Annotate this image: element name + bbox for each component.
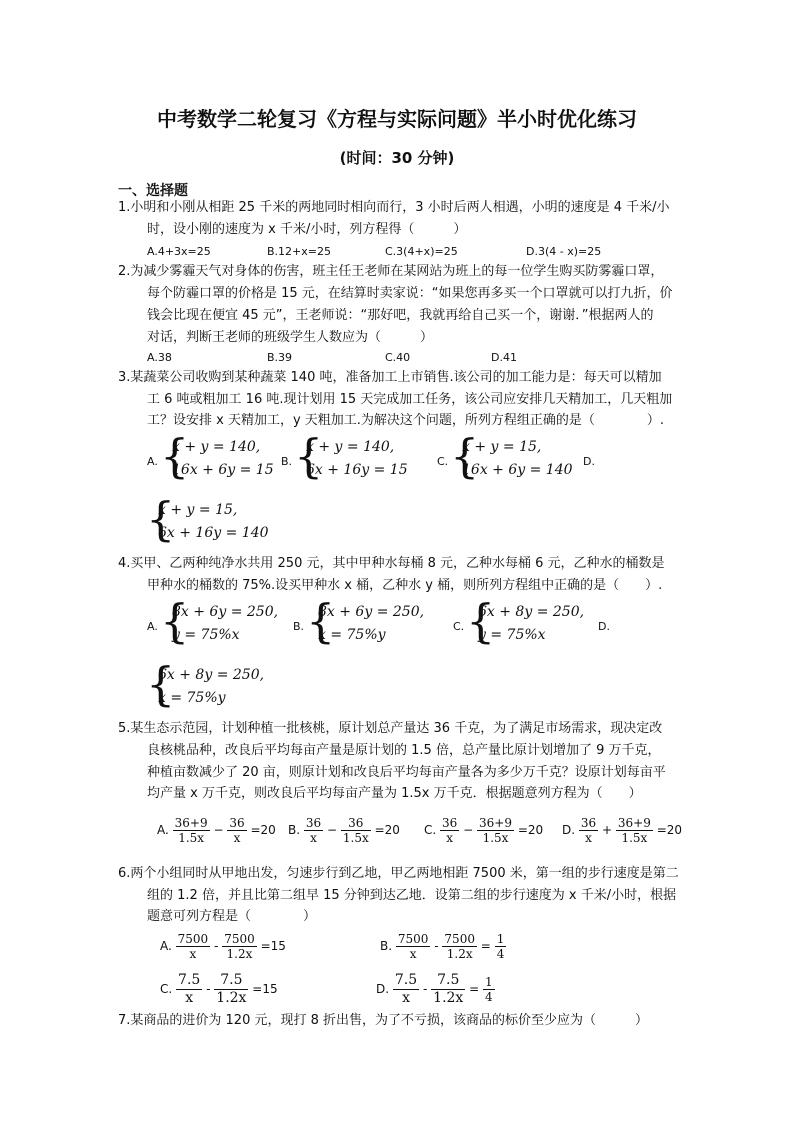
q5-option-b: B. $\frac{36}{x}$ − $\frac{36}{1.5x}$ =20 <box>288 816 400 845</box>
q4-option-b-label: B. <box>293 620 305 633</box>
q5-option-c: C. $\frac{36}{x}$ − $\frac{36+9}{1.5x}$ =20 <box>424 816 544 845</box>
fraction: $\frac{36}{1.5x}$ <box>342 816 369 845</box>
q3-c-eq2: 16x + 6y = 140 <box>462 462 573 478</box>
q1-line-2: 时，设小刚的速度为 x 千米/小时，列方程得（ ） <box>147 222 467 237</box>
q3-line-2: 工 6 吨或粗加工 16 吨.现计划用 15 天完成加工任务，该公司应安排几天精加工，几天粗加 <box>147 392 673 407</box>
q6-option-c: C. $\frac{7.5}{x}$ - $\frac{7.5}{1.2x}$ =15 <box>160 972 278 1006</box>
fraction: $\frac{7.5}{x}$ <box>394 972 418 1006</box>
fraction: $\frac{7500}{x}$ <box>177 932 209 961</box>
fraction: $\frac{36}{x}$ <box>305 816 322 845</box>
q2-line-2: 每个防霾口罩的价格是 15 元，在结算时卖家说：“如果您再多买一个口罩就可以打九折，价 <box>147 286 673 301</box>
q3-b-eq1: x + y = 140, <box>306 439 395 455</box>
fraction: $\frac{7.5}{1.2x}$ <box>433 972 464 1006</box>
q3-a-eq2: 16x + 6y = 15 <box>172 462 274 478</box>
q3-option-b-label: B. <box>281 455 293 468</box>
q3-b-eq2: 6x + 16y = 15 <box>306 462 408 478</box>
q1-option-a: A.4+3x=25 <box>147 245 211 258</box>
page-subtitle: (时间：30 分钟) <box>339 149 455 167</box>
fraction: $\frac{1}{4}$ <box>496 932 505 961</box>
q7-line-1: 7.某商品的进价为 120 元，现打 8 折出售，为了不亏损，该商品的标价至少应为（ ） <box>118 1013 649 1028</box>
q4-d-eq2: x = 75%y <box>158 690 226 706</box>
q4-b-eq1: 8x + 6y = 250, <box>318 604 425 620</box>
q1-option-c: C.3(4+x)=25 <box>385 245 458 258</box>
q4-line-2: 甲种水的桶数的 75%.设买甲种水 x 桶，乙种水 y 桶，则所列方程组中正确的是（ ）. <box>147 578 663 593</box>
fraction: $\frac{1}{4}$ <box>485 975 493 1004</box>
fraction: $\frac{7.5}{x}$ <box>178 972 201 1006</box>
fraction: $\frac{7500}{x}$ <box>397 932 429 961</box>
q3-c-eq1: x + y = 15, <box>462 439 542 455</box>
fraction: $\frac{36}{x}$ <box>229 816 245 845</box>
q6-line-3: 题意可列方程是（ ） <box>147 909 317 924</box>
q5-line-1: 5.某生态示范园，计划种植一批核桃，原计划总产量达 36 千克，为了满足市场需求，现决定改 <box>118 721 663 736</box>
q4-option-c-label: C. <box>453 620 465 633</box>
q4-option-a-label: A. <box>147 620 158 633</box>
q2-line-4: 对话，判断王老师的班级学生人数应为（ ） <box>147 330 434 345</box>
section-heading: 一、选择题 <box>118 183 188 199</box>
q6-line-1: 6.两个小组同时从甲地出发，匀速步行到乙地，甲乙两地相距 7500 米，第一组的步行速度是第二 <box>118 866 679 881</box>
fraction: $\frac{36+9}{1.5x}$ <box>174 816 208 845</box>
q3-option-a-label: A. <box>147 455 158 468</box>
fraction: $\frac{36}{x}$ <box>442 816 458 845</box>
q2-line-1: 2.为减少雾霾天气对身体的伤害，班主任王老师在某网站为班上的每一位学生购买防雾霾口罩， <box>118 264 664 279</box>
q6-option-d: D. $\frac{7.5}{x}$ - $\frac{7.5}{1.2x}$ = $\frac{1}{4}$ <box>376 972 493 1006</box>
q1-option-b: B.12+x=25 <box>267 245 331 258</box>
q4-b-eq2: x = 75%y <box>318 627 386 643</box>
q5-option-d: D. $\frac{36}{x}$ + $\frac{36+9}{1.5x}$ =20 <box>562 816 683 845</box>
q4-a-eq1: 8x + 6y = 250, <box>172 604 279 620</box>
q3-d-eq2: 6x + 16y = 140 <box>158 525 269 541</box>
q4-c-eq1: 6x + 8y = 250, <box>478 604 585 620</box>
q2-line-3: 钱会比现在便宜 45 元”，王老师说：“那好吧，我就再给自己买一个，谢谢．”根据两人的 <box>147 308 654 323</box>
q6-option-a: A. $\frac{7500}{x}$ - $\frac{7500}{1.2x}$ =15 <box>160 932 286 961</box>
fraction: $\frac{36}{x}$ <box>580 816 597 845</box>
q4-option-d-label: D. <box>598 620 610 633</box>
q3-line-3: 工？设安排 x 天精加工，y 天粗加工.为解决这个问题，所列方程组正确的是（ ）. <box>147 413 665 428</box>
q2-option-a: A.38 <box>147 351 172 364</box>
q1-option-d: D.3(4 - x)=25 <box>526 245 602 258</box>
fraction: $\frac{36+9}{1.5x}$ <box>479 816 512 845</box>
q2-option-d: D.41 <box>491 351 517 364</box>
q3-a-eq1: x + y = 140, <box>172 439 261 455</box>
q3-option-c-label: C. <box>437 455 449 468</box>
q5-line-4: 均产量 x 万千克，则改良后平均每亩产量为 1.5x 万千克．根据题意列方程为（ ） <box>147 786 642 801</box>
fraction: $\frac{36+9}{1.5x}$ <box>617 816 651 845</box>
q6-line-2: 组的 1.2 倍，并且比第二组早 15 分钟到达乙地．设第二组的步行速度为 x 千米/小时，根据 <box>147 888 677 903</box>
q5-line-2: 良核桃品种，改良后平均每亩产量是原计划的 1.5 倍，总产量比原计划增加了 9 万千克， <box>147 743 661 758</box>
page-title: 中考数学二轮复习《方程与实际问题》半小时优化练习 <box>157 107 637 131</box>
q1-line-1: 1.小明和小刚从相距 25 千米的两地同时相向而行，3 小时后两人相遇，小明的速度是 4 千米/小 <box>118 200 670 215</box>
fraction: $\frac{7500}{1.2x}$ <box>444 932 475 961</box>
q3-d-eq1: x + y = 15, <box>158 502 238 518</box>
q5-line-3: 种植亩数减少了 20 亩，则原计划和改良后平均每亩产量各为多少万千克？设原计划每亩平 <box>147 765 666 780</box>
q2-option-c: C.40 <box>385 351 411 364</box>
fraction: $\frac{7.5}{1.2x}$ <box>216 972 247 1006</box>
q2-option-b: B.39 <box>267 351 293 364</box>
fraction: $\frac{7500}{1.2x}$ <box>224 932 255 961</box>
q3-line-1: 3.某蔬菜公司收购到某种蔬菜 140 吨，准备加工上市销售.该公司的加工能力是：每天可以精加 <box>118 370 662 385</box>
q5-option-a: A. $\frac{36+9}{1.5x}$ − $\frac{36}{x}$ =20 <box>157 816 276 845</box>
q4-a-eq2: y = 75%x <box>172 627 240 643</box>
q4-line-1: 4.买甲、乙两种纯净水共用 250 元，其中甲种水每桶 8 元，乙种水每桶 6 元，乙种水的桶数是 <box>118 556 665 571</box>
q4-d-eq1: 6x + 8y = 250, <box>158 667 265 683</box>
q6-option-b: B. $\frac{7500}{x}$ - $\frac{7500}{1.2x}$ = $\frac{1}{4}$ <box>380 932 505 961</box>
q3-option-d-label: D. <box>583 455 595 468</box>
q4-c-eq2: y = 75%x <box>478 627 546 643</box>
